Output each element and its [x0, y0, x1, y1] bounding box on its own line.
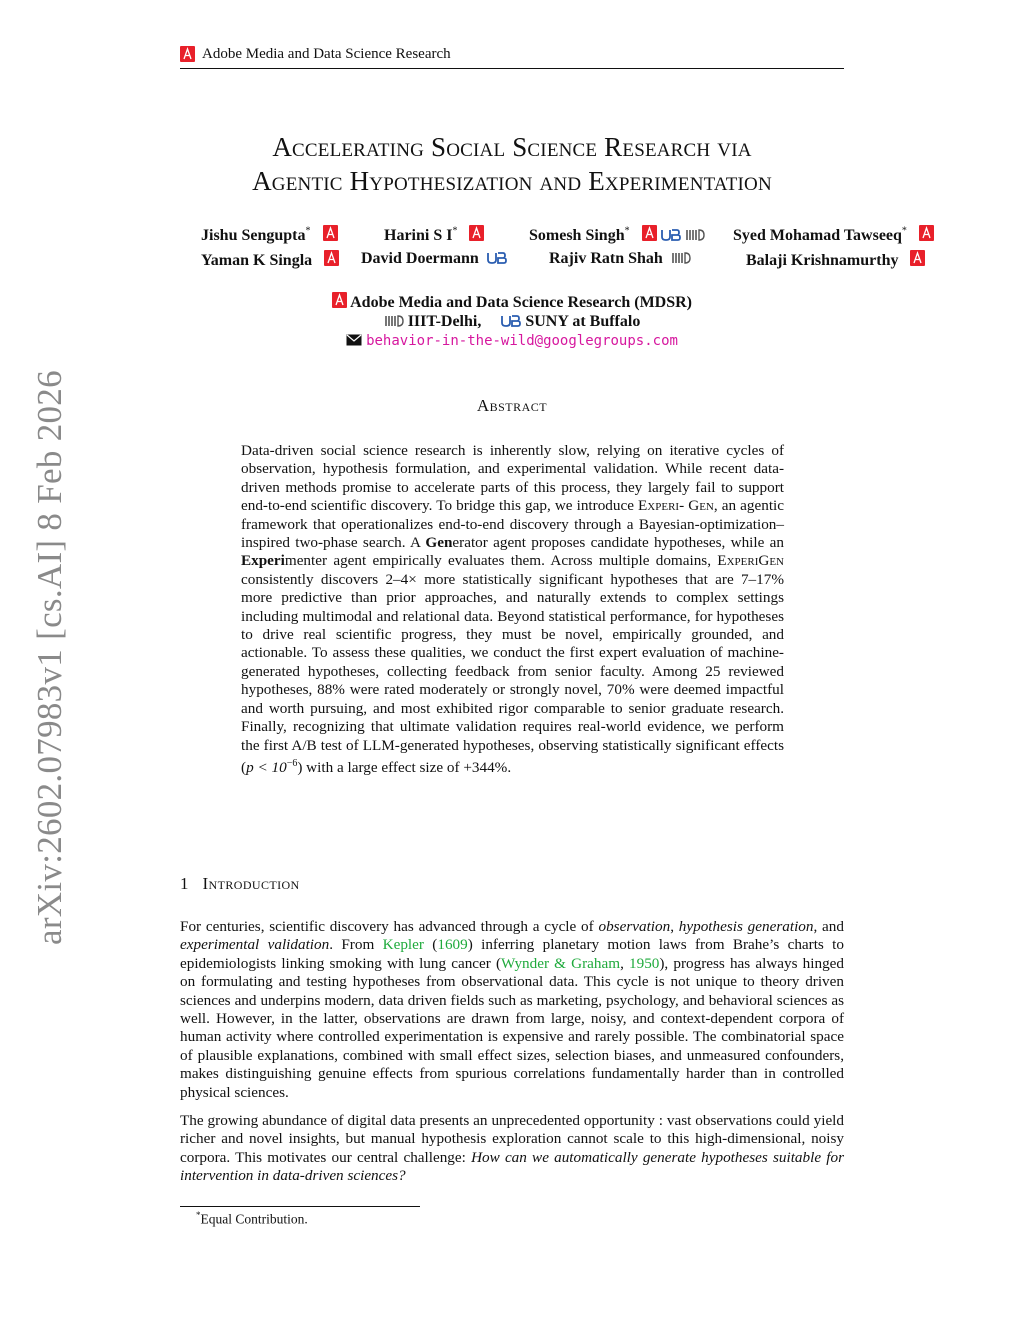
author-harini [384, 225, 484, 245]
author-syed [733, 225, 934, 245]
envelope-icon [346, 334, 362, 346]
affiliation-suny-text: SUNY at Buffalo [525, 313, 641, 330]
iiit-logo-icon [384, 315, 404, 327]
author-name: Harini S I [384, 227, 453, 244]
ub-logo-icon [661, 229, 681, 241]
section-title: Introduction [202, 874, 300, 893]
intro-paragraph-2 [180, 1112, 844, 1186]
author-name: Yaman K Singla [201, 252, 313, 269]
author-david [361, 250, 507, 268]
para-text: The growing abundance of digital data presents an unprecedented opportunity : vast observations could yield richer and novel insights, but manual hypothesis exploration cannot scale to this high-dimensional, noisy corpora. This motivates our central challenge: [180, 1112, 844, 1166]
author-rajiv [549, 250, 691, 268]
author-jishu [201, 225, 338, 245]
abstract-text: consistently discovers 2–4× more statistically significant hypotheses that are 7–17% more predictive than prior approaches, and naturally extends to complex settings including multimodal and relational data. Beyond statistical performance, for hypotheses to drive real scientific progress, they must be novel, empirically grounded, and actionable. To assess these qualities, we conduct the first expert evaluation of machine-generated hypotheses, collecting feedback from senior faculty. Among 25 reviewed hypotheses, 88% were rated moderately or strongly novel, 70% were deemed impactful and worth pursuing, and most exhibited rigor comparable to senior graduate research. Finally, recognizing that ultimate validation requires real-world evidence, we perform the first A/B test of LLM-generated hypotheses, observing statistically significant effects ( [241, 570, 784, 776]
intro-paragraph-1: For centuries, scientific discovery has advanced through a cycle of observation, hypothesis generation, and experimental validation. From Kepler (1609) inferring planetary motion laws from Brahe’s charts to epidemiologists linking smoking with lung cancer (Wynder & Graham, 1950), progress has always hinged on formulating and testing hypotheses from observational data. This cycle is not unique to theory driven sciences and underpins modern, data driven fields such as marketing, psychology, and behavioral sciences as well. However, in the latter, observations are drawn from large, noisy, and context-dependent corpora of human activity where controlled experimentation is expensive and rarely possible. The combinatorial space of plausible explanations, combined with small effect sizes, selection biases, and unmeasured confounders, makes distinguishing genuine effects from spurious correlations fundamentally harder than in controlled physical sciences. [180, 918, 844, 1101]
author-name: Balaji Krishnamurthy [746, 252, 899, 269]
adobe-logo-icon [469, 225, 484, 241]
title-line-2: Agentic Hypothesization and Experimentation [252, 166, 772, 196]
arxiv-stamp-text: arXiv:2602.07983v1 [cs.AI] 8 Feb 2026 [30, 370, 69, 945]
ub-logo-icon [501, 315, 521, 327]
footnote-mark: * [196, 1210, 201, 1220]
italic-term: hypothesis generation [678, 918, 814, 935]
citation-link[interactable]: Kepler [382, 936, 424, 954]
method-name: Gen [688, 497, 714, 515]
abstract-body [241, 442, 784, 777]
equal-contribution-mark: * [624, 225, 630, 237]
author-yaman [201, 250, 339, 270]
adobe-logo-icon [323, 225, 338, 241]
email-link[interactable]: behavior-in-the-wild@googlegroups.com [366, 333, 678, 349]
experimenter-bold: Experi [241, 552, 285, 570]
title-line-1: Accelerating Social Science Research via [272, 132, 752, 162]
footnote [196, 1210, 308, 1228]
abstract-text: Data-driven social science research is inherently slow, relying on iterative cycles of observation, hypothesis formulation, and experimental validation. While recent data-driven methods promise to accelerate parts of this process, they largely fail to support end-to-end scientific discovery. To bridge this gap, we introduce [241, 442, 784, 515]
section-heading-introduction [180, 874, 300, 894]
abstract-text: ) with a large effect size of +344%. [297, 758, 512, 776]
method-name: Experi- [638, 497, 685, 515]
iiit-logo-icon [685, 229, 705, 241]
italic-term: experimental validation [180, 936, 330, 954]
equal-contribution-mark: * [901, 225, 907, 237]
section-number: 1 [180, 874, 189, 893]
author-name: Syed Mohamad Tawseeq [733, 227, 902, 244]
equal-contribution-mark: * [452, 225, 458, 237]
para-text: . From [329, 936, 383, 954]
iiit-logo-icon [671, 252, 691, 264]
affiliation-adobe [180, 292, 844, 312]
adobe-logo-icon [324, 250, 339, 266]
para-text: , [670, 918, 679, 935]
author-name: David Doermann [361, 250, 479, 267]
generator-bold: Gen [425, 534, 453, 552]
italic-term: observation [598, 918, 671, 935]
abstract-text: erator agent proposes candidate hypotheses, while an [452, 534, 784, 552]
adobe-logo-icon [180, 46, 195, 62]
affiliations [180, 292, 844, 351]
author-balaji [746, 250, 925, 270]
para-text: ), progress has always hinged on formulating and testing hypotheses from observational data. This cycle is not unique to theory driven sciences and underpins modern, data driven fields such as marketing, psychology, and behavioral sciences as well. However, in the latter, observations are drawn from large, noisy, and context-dependent corpora of human activity where controlled experimentation is expensive and rarely possible. The combinatorial space of plausible explanations, combined with small effect sizes, selection biases, and unmeasured confounders, makes distinguishing genuine effects from spurious correlations fundamentally harder than in controlled physical sciences. [180, 954, 844, 1101]
equal-contribution-mark: * [305, 225, 311, 237]
citation-link[interactable]: Wynder & Graham [501, 954, 621, 972]
affiliation-email [180, 331, 844, 351]
affiliation-adobe-text: Adobe Media and Data Science Research (MDSR) [350, 294, 692, 311]
italic-question: How can we automatically generate hypotheses suitable for intervention in data-driven sciences? [180, 1148, 844, 1185]
para-text: inferring planetary motion laws from Brahe’s charts to epidemiologists linking smoking with lung cancer ( [180, 936, 844, 972]
abstract-text: menter agent empirically evaluates them. Across multiple domains, [284, 552, 718, 570]
author-name: Jishu Sengupta [201, 227, 306, 244]
adobe-logo-icon [642, 225, 657, 241]
arxiv-stamp [30, 370, 70, 945]
abstract-text: , an agentic framework that operationalizes end-to-end discovery through a Bayesian-optimization–inspired two-phase search. A [241, 497, 785, 552]
header-text: Adobe Media and Data Science Research [202, 46, 451, 62]
footnote-text: Equal Contribution. [200, 1211, 308, 1227]
p-value-math: p < 10 [246, 758, 287, 776]
ub-logo-icon [487, 252, 507, 264]
method-name: ExperiGen [717, 552, 784, 570]
citation-link[interactable]: 1609 [437, 936, 468, 954]
affiliation-iiit-text: IIIT-Delhi, [407, 313, 482, 330]
footnote-rule [180, 1206, 420, 1207]
para-text: , and [813, 918, 844, 935]
author-somesh [529, 225, 705, 245]
affiliation-iiit-suny [180, 312, 844, 331]
paper-title [140, 130, 884, 198]
adobe-logo-icon [910, 250, 925, 266]
p-value-exponent: −6 [286, 757, 298, 769]
citation-link[interactable]: 1950 [629, 954, 660, 972]
author-name: Somesh Singh [529, 227, 625, 244]
adobe-logo-icon [919, 225, 934, 241]
abstract-heading: Abstract [476, 396, 548, 415]
adobe-logo-icon [332, 292, 347, 308]
para-text: For centuries, scientific discovery has advanced through a cycle of [180, 918, 599, 935]
author-name: Rajiv Ratn Shah [549, 250, 663, 267]
running-header [180, 46, 844, 69]
